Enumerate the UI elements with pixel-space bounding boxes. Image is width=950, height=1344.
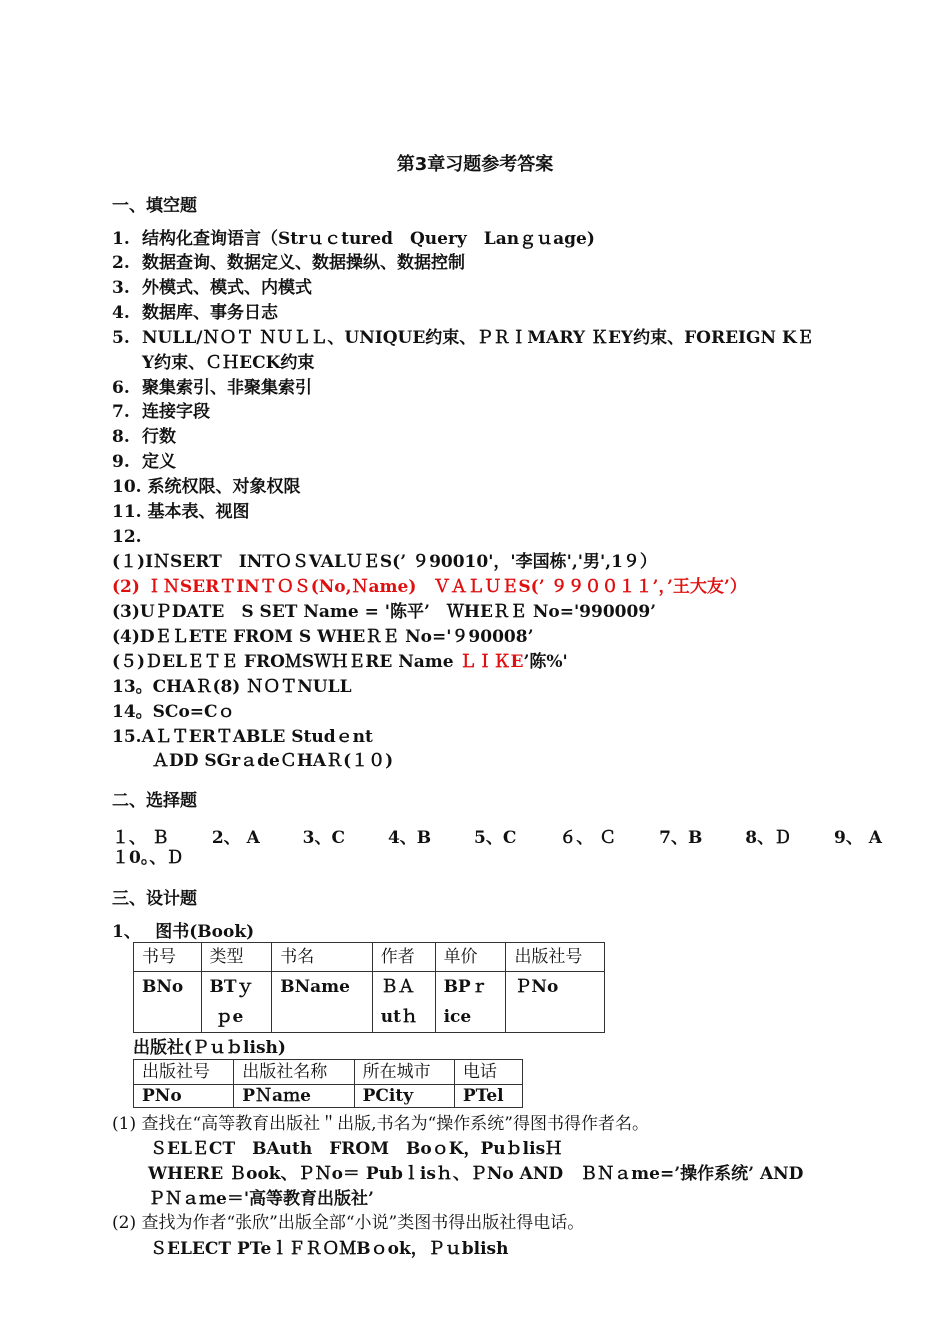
table-header-cell: 单价 xyxy=(435,943,506,972)
list-item: 1. 结构化查询语言（Strｕｃtured Query Lanｇｕage) xyxy=(112,229,595,249)
choice-answer: 7、B xyxy=(659,828,703,848)
choice-answers xyxy=(112,823,882,848)
choice-answer: ６、 Ｃ xyxy=(559,828,617,848)
table-header-cell: 书名 xyxy=(272,943,373,972)
list-item: 7. 连接字段 xyxy=(112,402,210,422)
choice-answer: 3、C xyxy=(302,828,346,848)
sql-line-2: (2) ＩＮSERＴINＴＯＳ(No,Ｎame) ＶＡＬＵＥS(’ ９９００１１’，’王大友’） xyxy=(112,577,747,597)
list-item: 5. NULL/ＮＯＴ ＮＵＬＬ、UNIQUE约束、ＰＲＩMARY ＫEY约束、FOREIGN KＥ xyxy=(112,328,814,348)
table-cell: ＢＡ utｈ xyxy=(372,972,435,1033)
table-row xyxy=(134,972,605,1033)
section-choice: 二、选择题 xyxy=(112,791,197,811)
table-header-cell: 电话 xyxy=(454,1060,522,1085)
list-item: 15.AＬＴERＴABLE Studｅnt xyxy=(112,727,373,747)
choice-answer: 8、Ｄ xyxy=(745,828,792,848)
sql-line-3: (3)UＰDATE S SET Name = '陈平’ ＷHEＲＥ No='990009’ xyxy=(112,602,657,622)
table-header-cell: 类型 xyxy=(201,943,272,972)
list-item: 6. 聚集索引、非聚集索引 xyxy=(112,378,312,398)
table-header-row xyxy=(134,1060,523,1085)
list-item: 12. xyxy=(112,527,142,547)
sql-line-5: (５)ＤELＥＴＥ FROＭSＷＨＥRE Name ＬＩＫE’陈%' xyxy=(112,652,568,672)
choice-answer: 2、 A xyxy=(211,828,260,848)
list-item: Y约束、ＣＨECK约束 xyxy=(142,353,315,373)
sql-line-4: (4)DＥＬETE FROM S WHEＲＥ No='９90008’ xyxy=(112,627,534,647)
table-header-row xyxy=(134,943,605,972)
list-item: 9. 定义 xyxy=(112,452,176,472)
list-item: 11. 基本表、视图 xyxy=(112,502,250,522)
list-item: 2. 数据查询、数据定义、数据操纵、数据控制 xyxy=(112,253,465,273)
table-cell: BTｙ ｐe xyxy=(201,972,272,1033)
table-cell: PＮaｍe xyxy=(234,1085,354,1108)
sql-line-1: (１)IＮSERT INTＯＳVALＵＥS(’ ９90010'，'李国栋','男',1９） xyxy=(112,552,657,572)
publish-label: 出版社(Ｐｕｂlish) xyxy=(133,1038,286,1058)
list-item: 3. 外模式、模式、内模式 xyxy=(112,278,312,298)
list-item: 8. 行数 xyxy=(112,427,176,447)
choice-answer: 9、 A xyxy=(834,828,882,848)
list-item: 4. 数据库、事务日志 xyxy=(112,303,278,323)
sql-line: ＰＮａｍe＝'高等教育出版社’ xyxy=(148,1189,374,1209)
design-item-label: 1、 图书(Book) xyxy=(112,922,255,942)
question-2: (2) 查找为作者“张欣”出版全部“小说”类图书得出版社得电话。 xyxy=(112,1213,585,1233)
table-cell: PNo xyxy=(134,1085,234,1108)
table-cell: ＰNo xyxy=(506,972,605,1033)
choice-answer: 5、C xyxy=(474,828,517,848)
publish-table xyxy=(133,1059,523,1108)
table-cell: PTel xyxy=(454,1085,522,1108)
choice-answer: 4、B xyxy=(387,828,432,848)
table-header-cell: 作者 xyxy=(372,943,435,972)
table-header-cell: 书号 xyxy=(134,943,202,972)
choice-answer: １0。、Ｄ xyxy=(112,848,184,868)
section-design: 三、设计题 xyxy=(112,889,197,909)
list-item: 14。SCo=Cｏ xyxy=(112,702,235,722)
choice-answer: １、 Ｂ xyxy=(112,828,169,848)
section-fill-in: 一、填空题 xyxy=(112,196,197,216)
table-header-cell: 所在城市 xyxy=(354,1060,454,1085)
sql-line: WHERE Ｂook、ＰＮo＝ Pubｌisｈ、ＰNo AND ＢＮａme=’操作系统’ AND xyxy=(148,1164,804,1184)
table-header-cell: 出版社号 xyxy=(506,943,605,972)
sql-line: ＳELECT PTeｌＦＲＯＭBｏok，Ｐｕblish xyxy=(150,1239,509,1259)
table-cell: BName xyxy=(272,972,373,1033)
table-header-cell: 出版社号 xyxy=(134,1060,234,1085)
list-item: 13。CHAＲ(8) ＮＯＴNULL xyxy=(112,677,352,697)
table-cell: BPｒ ice xyxy=(435,972,506,1033)
sql-line: ＳELＥCT BAuth FROM BoｏK，PuｂlisＨ xyxy=(150,1139,563,1159)
list-item: ＡDD SGrａdeＣHAＲ(１０) xyxy=(152,751,394,771)
question-1: (1) 查找在“高等教育出版社＂出版,书名为“操作系统”得图书得作者名。 xyxy=(112,1114,649,1134)
book-table xyxy=(133,942,605,1033)
table-cell: PCity xyxy=(354,1085,454,1108)
table-header-cell: 出版社名称 xyxy=(234,1060,354,1085)
list-item: 10. 系统权限、对象权限 xyxy=(112,477,301,497)
table-cell: BNo xyxy=(134,972,202,1033)
table-row xyxy=(134,1085,523,1108)
page-title: 第3章习题参考答案 xyxy=(396,154,554,175)
